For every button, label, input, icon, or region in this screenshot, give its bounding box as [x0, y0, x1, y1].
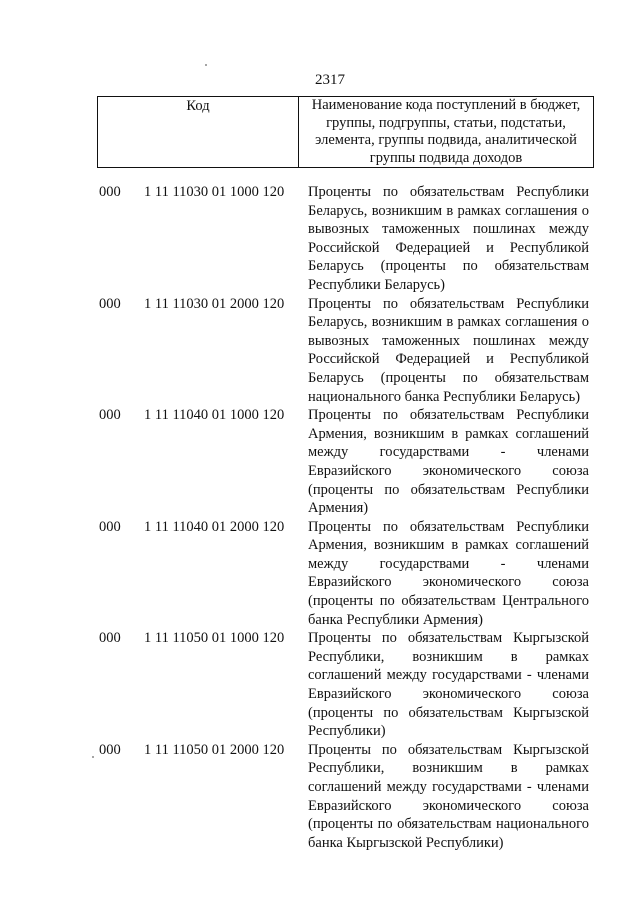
revenue-name-line: (проценты по обязательствам Кыргызской — [308, 704, 589, 721]
revenue-name-line: Российской Федерацией и Республикой — [308, 239, 589, 256]
header-name: Наименование кода поступлений в бюджет, группы, подгруппы, статьи, подстатьи, элемента, группы подвида, аналитической группы подвида доходов — [311, 97, 581, 166]
revenue-code: 1 11 11050 01 1000 120 — [144, 630, 285, 647]
admin-code: 000 — [99, 741, 121, 758]
revenue-name-line: Армения, возникшим в рамках соглашений — [308, 425, 589, 442]
page-number: 2317 — [315, 72, 345, 88]
revenue-name-line: Армения, возникшим в рамках соглашений — [308, 537, 589, 554]
revenue-code: 1 11 11040 01 2000 120 — [144, 518, 285, 535]
revenue-code: 1 11 11050 01 2000 120 — [144, 741, 285, 758]
revenue-name — [308, 183, 589, 295]
revenue-name-line: Проценты по обязательствам Республики — [308, 184, 589, 200]
revenue-code: 1 11 11040 01 1000 120 — [144, 407, 285, 424]
revenue-name — [308, 518, 589, 630]
revenue-name-line: (проценты по обязательствам Центрального — [308, 593, 589, 610]
table-row — [99, 183, 594, 295]
revenue-name — [308, 629, 589, 741]
header-code: Код — [98, 97, 299, 167]
scan-speck — [205, 64, 207, 66]
revenue-codes-list — [99, 183, 594, 852]
revenue-name-line: Республики Беларусь) — [308, 276, 445, 293]
revenue-name-line: вывозных таможенных пошлинах между — [308, 332, 589, 349]
revenue-name-line: Проценты по обязательствам Кыргызской — [308, 630, 589, 647]
revenue-name-line: между государствами - членами — [308, 555, 589, 572]
revenue-name — [308, 406, 589, 518]
revenue-name-line: банка Республики Армения) — [308, 611, 483, 628]
revenue-name-line: Республики, возникшим в рамках — [308, 648, 589, 665]
revenue-name-line: Беларусь (проценты по обязательствам — [308, 369, 589, 386]
admin-code: 000 — [99, 630, 121, 647]
revenue-name — [308, 295, 589, 407]
revenue-name-line: Республики, возникшим в рамках — [308, 760, 589, 777]
revenue-code: 1 11 11030 01 1000 120 — [144, 184, 285, 200]
table-row — [99, 518, 594, 630]
revenue-name-line: Беларусь, возникшим в рамках соглашения о — [308, 314, 589, 331]
revenue-code: 1 11 11030 01 2000 120 — [144, 295, 285, 312]
table-row — [99, 629, 594, 741]
revenue-name-line: Республики) — [308, 723, 386, 740]
admin-code: 000 — [99, 407, 121, 424]
admin-code: 000 — [99, 295, 121, 312]
revenue-name-line: банка Кыргызской Республики) — [308, 834, 504, 851]
revenue-name-line: Проценты по обязательствам Республики — [308, 407, 589, 424]
revenue-name — [308, 741, 589, 853]
table-row — [99, 741, 594, 853]
revenue-name-line: Евразийского экономического союза — [308, 574, 589, 591]
table-row — [99, 295, 594, 407]
revenue-name-line: национального банка Республики Беларусь) — [308, 388, 581, 405]
table-row — [99, 406, 594, 518]
revenue-name-line: Евразийского экономического союза — [308, 797, 589, 814]
scan-speck — [92, 756, 94, 758]
admin-code: 000 — [99, 184, 121, 200]
table-header — [97, 96, 594, 168]
revenue-name-line: соглашений между государствами - членами — [308, 667, 589, 684]
revenue-name-line: Российской Федерацией и Республикой — [308, 351, 589, 368]
revenue-name-line: Армения) — [308, 500, 369, 517]
revenue-name-line: между государствами - членами — [308, 444, 589, 461]
revenue-name-line: Беларусь (проценты по обязательствам — [308, 258, 589, 275]
revenue-name-line: Проценты по обязательствам Кыргызской — [308, 741, 589, 758]
revenue-name-line: соглашений между государствами - членами — [308, 779, 589, 795]
revenue-name-line: Проценты по обязательствам Республики — [308, 518, 589, 535]
revenue-name-line: (проценты по обязательствам Республики — [308, 481, 589, 498]
revenue-name-line: (проценты по обязательствам национального — [308, 816, 589, 833]
revenue-name-line: Евразийского экономического союза — [308, 686, 589, 703]
admin-code: 000 — [99, 518, 121, 535]
revenue-name-line: Проценты по обязательствам Республики — [308, 295, 589, 312]
revenue-name-line: Беларусь, возникшим в рамках соглашения о — [308, 202, 589, 219]
revenue-name-line: Евразийского экономического союза — [308, 462, 589, 479]
revenue-name-line: вывозных таможенных пошлинах между — [308, 221, 589, 238]
